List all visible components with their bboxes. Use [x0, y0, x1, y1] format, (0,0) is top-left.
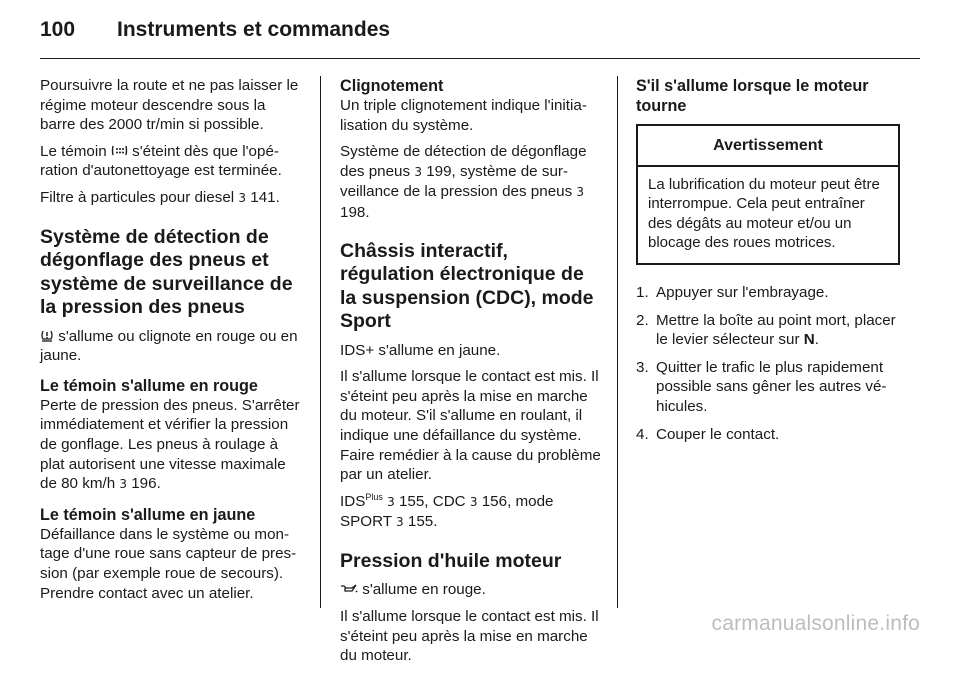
xref-arrow-icon: 3: [396, 515, 404, 530]
warning-text: La lubrification du moteur peut être interrompue. Cela peut entraîner des dégâts au moteur et/ou un blocage des roues motrices.: [648, 175, 880, 252]
paragraph: IDS+ s'allume en jaune.: [340, 341, 501, 359]
warning-title: Avertissement: [638, 126, 898, 167]
warning-box: [636, 124, 900, 265]
paragraph: Le témoin s'éteint dès que l'opération d'autonettoyage est terminée.: [40, 142, 282, 180]
column-divider: [617, 76, 618, 608]
paragraph: $IDS^{Plus}$ 3 155, CDC 3 156, mode SPORT 3 155.: [340, 491, 554, 531]
xref-arrow-icon: 3: [119, 477, 127, 492]
dpf-lamp-icon: [111, 144, 128, 157]
column-divider: [320, 76, 321, 608]
column-right: [636, 76, 900, 452]
xref-arrow-icon: 3: [238, 190, 247, 205]
steps-list: [636, 283, 900, 444]
paragraph: Défaillance dans le système ou montage d'une roue sans capteur de pression (par exemple roue de secours). Prendre contact avec un atelier.: [40, 525, 297, 602]
tire-pressure-icon: [40, 329, 54, 342]
paragraph: s'allume ou clignote en rouge ou en jaune.: [40, 327, 298, 365]
subheading: Le témoin s'allume en rouge: [40, 376, 258, 395]
paragraph: Un triple clignotement indique l'initialisation du système.: [340, 97, 587, 134]
xref-arrow-icon: 3: [576, 185, 585, 200]
column-middle: [340, 76, 604, 673]
list-item: 2. Mettre la boîte au point mort, placer le levier sélecteur sur N.: [636, 311, 896, 349]
subheading: Le témoin s'allume en jaune: [40, 505, 256, 524]
paragraph: Système de détection de dégonflage des pneus 3 199, système de surveillance de la pression des pneus 3 198.: [340, 143, 587, 221]
page-title: Instruments et commandes: [117, 18, 391, 41]
section-heading: Châssis interactif, régulation électronique de la suspension (CDC), mode Sport: [340, 239, 594, 333]
list-item: 4. Couper le contact.: [636, 425, 780, 443]
paragraph: s'allume en rouge.: [340, 580, 604, 600]
column-left: [40, 76, 304, 610]
paragraph: Il s'allume lorsque le contact est mis. Il s'éteint peu après la mise en marche du moteur. S'il s'allume en roulant, il indique une défaillance du système. Faire remédier à la cause du problème par un atelier.: [340, 368, 601, 484]
page-number: 100: [40, 18, 76, 41]
paragraph: Il s'allume lorsque le contact est mis. Il s'éteint peu après la mise en marche du moteur.: [340, 608, 599, 665]
paragraph: Poursuivre la route et ne pas laisser le régime moteur descendre sous la barre des 2000 tr/min si possible.: [40, 77, 299, 134]
watermark: carmanualsonline.info: [711, 612, 920, 635]
xref-arrow-icon: 3: [387, 494, 395, 509]
section-heading: Système de détection de dégonflage des pneus et système de surveillance de la pression des pneus: [40, 225, 293, 319]
page-header: [40, 18, 920, 46]
list-item: 3. Quitter le trafic le plus rapidement possible sans gêner les autres véhicules.: [636, 358, 887, 415]
section-heading: Pression d'huile moteur: [340, 549, 562, 572]
xref-arrow-icon: 3: [469, 494, 478, 509]
oil-pressure-icon: [340, 583, 358, 594]
paragraph: Filtre à particules pour diesel 3 141.: [40, 188, 280, 206]
subheading: Clignotement: [340, 77, 444, 95]
xref-arrow-icon: 3: [414, 164, 422, 179]
subheading: S'il s'allume lorsque le moteur tourne: [636, 77, 869, 115]
header-divider: [40, 58, 920, 59]
list-item: 1. Appuyer sur l'embrayage.: [636, 283, 829, 301]
paragraph: Perte de pression des pneus. S'arrêter immédiatement et vérifier la pression de gonflage. Les pneus à roulage à plat autorisent une vitesse maximale de 80 km/h 3 196.: [40, 396, 300, 493]
